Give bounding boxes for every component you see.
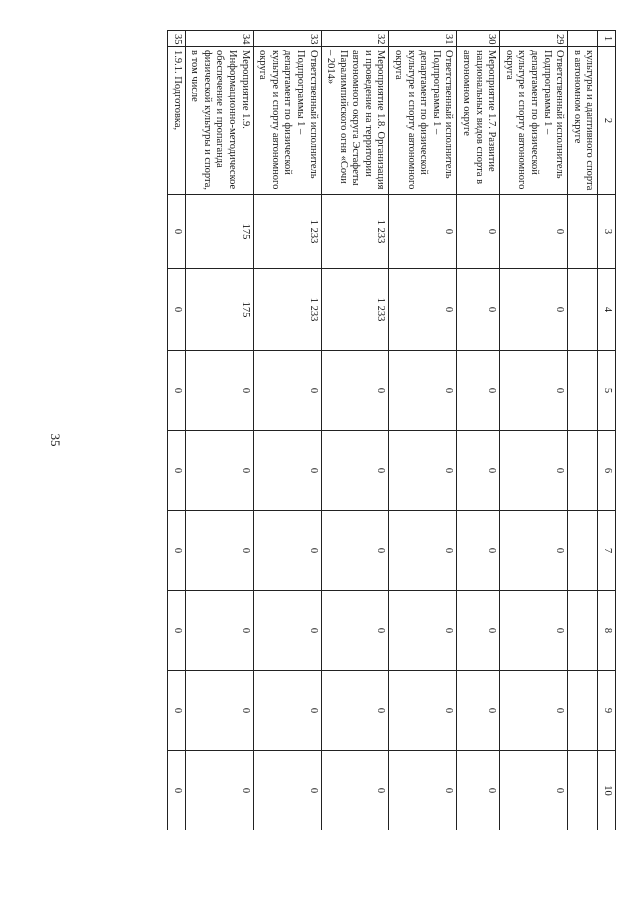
row-value: 0 xyxy=(500,195,568,269)
row-number: 32 xyxy=(321,31,389,47)
row-value xyxy=(568,431,598,511)
row-value: 0 xyxy=(500,671,568,751)
row-value: 0 xyxy=(389,671,457,751)
row-value: 0 xyxy=(185,751,253,831)
row-number xyxy=(568,31,598,47)
row-value: 0 xyxy=(389,195,457,269)
row-value: 0 xyxy=(321,511,389,591)
row-value: 0 xyxy=(168,751,186,831)
table-row xyxy=(568,31,598,831)
row-value xyxy=(568,751,598,831)
row-value xyxy=(568,195,598,269)
row-value xyxy=(568,591,598,671)
row-value: 0 xyxy=(253,751,321,831)
row-description: Ответственный исполнитель Подпрограммы 1 – департамент по физической культуре и спорту автономного округа xyxy=(389,47,457,195)
row-value: 0 xyxy=(185,591,253,671)
row-value: 0 xyxy=(321,751,389,831)
column-header: 1 xyxy=(598,31,616,47)
row-value: 0 xyxy=(389,351,457,431)
row-number: 34 xyxy=(185,31,253,47)
row-value: 0 xyxy=(457,511,500,591)
row-description: культуры и адаптивного спорта в автономном округе xyxy=(568,47,598,195)
row-value: 0 xyxy=(500,511,568,591)
column-header: 8 xyxy=(598,591,616,671)
column-header: 7 xyxy=(598,511,616,591)
row-number: 29 xyxy=(500,31,568,47)
row-value: 0 xyxy=(389,591,457,671)
row-value: 0 xyxy=(253,351,321,431)
table-row xyxy=(321,31,389,831)
row-description: 1.9.1. Подготовка, xyxy=(168,47,186,195)
row-number: 30 xyxy=(457,31,500,47)
row-value: 0 xyxy=(185,671,253,751)
column-header: 3 xyxy=(598,195,616,269)
row-value: 0 xyxy=(457,751,500,831)
row-value: 0 xyxy=(321,351,389,431)
row-value: 0 xyxy=(389,751,457,831)
row-description: Мероприятие 1.7. Развитие национальных видов спорта в автономном округе xyxy=(457,47,500,195)
row-value: 0 xyxy=(168,269,186,351)
row-value: 0 xyxy=(253,431,321,511)
row-value: 0 xyxy=(321,671,389,751)
row-number: 31 xyxy=(389,31,457,47)
row-value: 0 xyxy=(321,591,389,671)
row-value: 1 233 xyxy=(321,195,389,269)
row-value: 1 233 xyxy=(253,195,321,269)
row-value: 0 xyxy=(457,269,500,351)
table-row xyxy=(389,31,457,831)
row-value: 1 233 xyxy=(321,269,389,351)
row-value: 0 xyxy=(389,511,457,591)
row-value xyxy=(568,671,598,751)
row-value: 0 xyxy=(457,591,500,671)
row-value: 0 xyxy=(500,431,568,511)
row-number: 33 xyxy=(253,31,321,47)
table-row xyxy=(168,31,186,831)
row-value: 0 xyxy=(500,351,568,431)
row-description: Ответственный исполнитель Подпрограммы 1 – департамент по физической культуре и спорту автономного округа xyxy=(500,47,568,195)
row-value xyxy=(568,511,598,591)
row-value: 0 xyxy=(168,431,186,511)
table-row xyxy=(457,31,500,831)
row-value: 1 233 xyxy=(253,269,321,351)
row-value: 0 xyxy=(389,269,457,351)
row-value: 0 xyxy=(185,431,253,511)
row-value: 0 xyxy=(168,671,186,751)
row-value: 0 xyxy=(168,195,186,269)
budget-table xyxy=(167,30,616,830)
row-description: Мероприятие 1.9. Информационно-методическое обеспечение и пропаганда физической культуры и спорта, в том числе xyxy=(185,47,253,195)
rotated-content xyxy=(76,30,616,830)
row-value: 0 xyxy=(168,591,186,671)
table-row xyxy=(253,31,321,831)
row-description: Ответственный исполнитель Подпрограммы 1 – департамент по физической культуре и спорту автономного округа xyxy=(253,47,321,195)
row-value xyxy=(568,269,598,351)
row-value: 0 xyxy=(185,511,253,591)
row-value xyxy=(568,351,598,431)
row-description: Мероприятие 1.8. Организация и проведение на территории автономного округа Эстафеты Паралимпийского огня «Сочи – 2014» xyxy=(321,47,389,195)
row-value: 0 xyxy=(185,351,253,431)
row-value: 0 xyxy=(253,671,321,751)
table-row xyxy=(500,31,568,831)
row-value: 0 xyxy=(168,351,186,431)
row-value: 0 xyxy=(321,431,389,511)
row-value: 0 xyxy=(500,591,568,671)
row-number: 35 xyxy=(168,31,186,47)
row-value: 0 xyxy=(168,511,186,591)
row-value: 0 xyxy=(500,269,568,351)
row-value: 0 xyxy=(457,431,500,511)
row-value: 175 xyxy=(185,269,253,351)
row-value: 0 xyxy=(389,431,457,511)
column-header: 10 xyxy=(598,751,616,831)
table-row xyxy=(185,31,253,831)
row-value: 0 xyxy=(457,671,500,751)
row-value: 0 xyxy=(253,591,321,671)
column-header: 9 xyxy=(598,671,616,751)
header-row xyxy=(598,31,616,831)
row-value: 0 xyxy=(457,195,500,269)
column-header: 4 xyxy=(598,269,616,351)
table-body xyxy=(168,31,598,831)
column-header: 6 xyxy=(598,431,616,511)
rotated-page xyxy=(76,30,616,830)
row-value: 0 xyxy=(457,351,500,431)
row-value: 0 xyxy=(253,511,321,591)
column-header: 2 xyxy=(598,47,616,195)
row-value: 0 xyxy=(500,751,568,831)
column-header: 5 xyxy=(598,351,616,431)
page-number: 35 xyxy=(48,433,63,447)
row-value: 175 xyxy=(185,195,253,269)
